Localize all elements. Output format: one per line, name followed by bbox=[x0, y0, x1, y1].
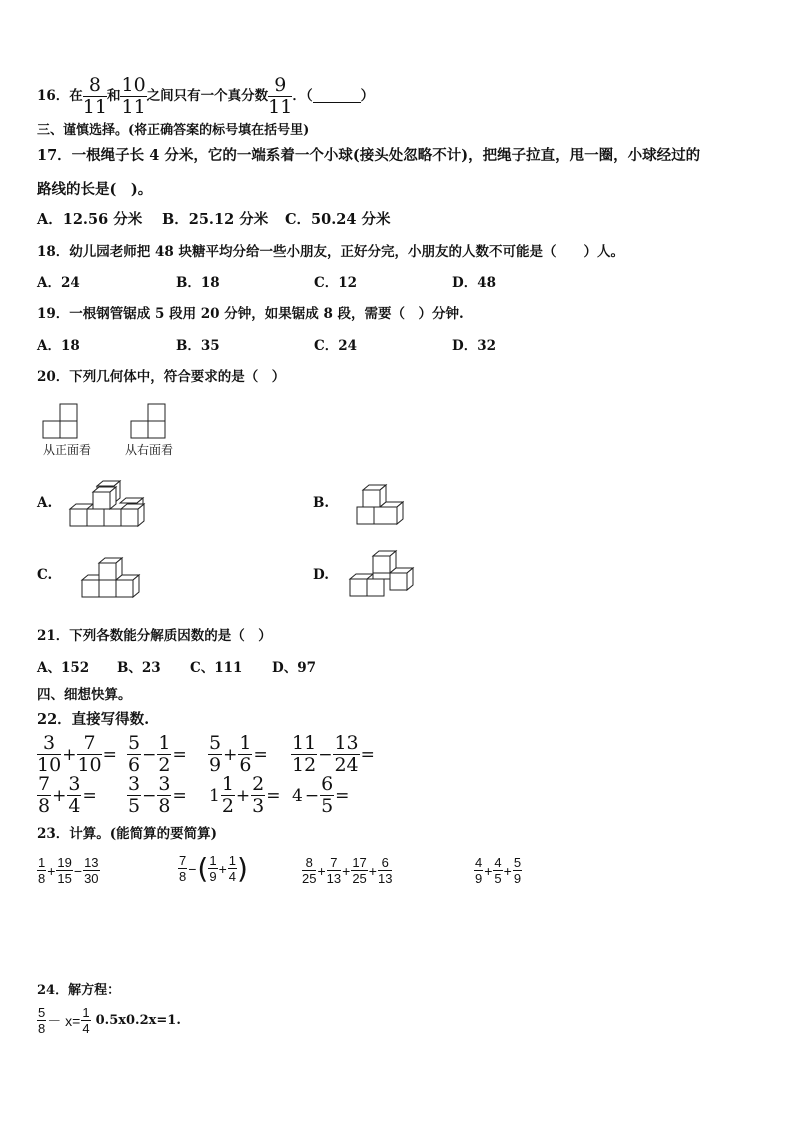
equations-24: $\frac{5}{8}$ － x= $\frac{1}{4}$ 0.5x0.2x=1. bbox=[38, 1005, 181, 1036]
option-d-figure[interactable] bbox=[346, 548, 418, 602]
calc-22-6: $\frac{3}{5}$ − $\frac{3}{8}$ = bbox=[128, 773, 187, 817]
question-23: 23．计算。(能简算的要简算) bbox=[37, 826, 218, 842]
calc-22-8: 4 − $\frac{6}{5}$ = bbox=[292, 773, 350, 817]
option-c[interactable]: C．24 bbox=[314, 338, 358, 354]
option-c[interactable]: C、111 bbox=[190, 660, 243, 676]
option-d[interactable]: D、97 bbox=[272, 660, 316, 676]
front-view-figure-extra bbox=[40, 400, 90, 440]
option-d-label[interactable]: D. bbox=[313, 567, 329, 583]
question-21: 21．下列各数能分解质因数的是（ ） bbox=[37, 628, 272, 644]
question-16: 16．在 $\frac{8}{11}$ 和 $\frac{10}{11}$ 之间只有一个真分数 $\frac{9}{11}$ ．（ ） bbox=[37, 74, 375, 118]
option-c-figure[interactable] bbox=[80, 555, 150, 603]
option-d[interactable]: D．32 bbox=[452, 338, 496, 354]
option-b-label[interactable]: B. bbox=[313, 495, 330, 511]
question-17-line2: 路线的长是( )。 bbox=[37, 181, 153, 198]
option-d[interactable]: D．48 bbox=[452, 275, 496, 291]
calc-22-1: $\frac{3}{10}$ + $\frac{7}{10}$ = bbox=[37, 732, 117, 776]
calc-22-7: 1 $\frac{1}{2}$ + $\frac{2}{3}$ = bbox=[209, 773, 281, 817]
question-19: 19．一根钢管锯成 5 段用 20 分钟，如果锯成 8 段，需要（ ）分钟. bbox=[37, 306, 464, 322]
question-22: 22．直接写得数. bbox=[37, 711, 150, 728]
option-b[interactable]: B、23 bbox=[117, 660, 161, 676]
calc-22-2: $\frac{5}{6}$ − $\frac{1}{2}$ = bbox=[128, 732, 187, 776]
option-a[interactable]: A．12.56 分米 bbox=[37, 211, 143, 228]
option-c-label[interactable]: C. bbox=[37, 567, 53, 583]
section-3-heading: 三、谨慎选择。(将正确答案的标号填在括号里) bbox=[37, 123, 310, 138]
calc-22-3: $\frac{5}{9}$ + $\frac{1}{6}$ = bbox=[209, 732, 268, 776]
right-view-figure bbox=[128, 400, 173, 440]
calc-23-3: $\frac{8}{25}$ + $\frac{7}{13}$ + $\frac{17}{25}$ + $\frac{6}{13}$ bbox=[302, 855, 393, 886]
option-b[interactable]: B．35 bbox=[176, 338, 220, 354]
option-a[interactable]: A、152 bbox=[37, 660, 90, 676]
calc-22-4: $\frac{11}{12}$ − $\frac{13}{24}$ = bbox=[292, 732, 375, 776]
option-a-label[interactable]: A. bbox=[37, 495, 53, 511]
option-c[interactable]: C．12 bbox=[314, 275, 358, 291]
option-c[interactable]: C．50.24 分米 bbox=[285, 211, 391, 228]
fraction: $\frac{9}{11}$ bbox=[268, 74, 293, 118]
option-b[interactable]: B．25.12 分米 bbox=[162, 211, 269, 228]
option-b-figure[interactable] bbox=[352, 480, 404, 528]
front-view-caption: 从正面看 bbox=[43, 443, 92, 457]
calc-23-4: $\frac{4}{9}$ + $\frac{4}{5}$ + $\frac{5}{9}$ bbox=[475, 855, 522, 886]
fraction: $\frac{8}{11}$ bbox=[82, 74, 107, 118]
question-24: 24．解方程： bbox=[37, 983, 121, 998]
option-a-figure[interactable] bbox=[64, 480, 156, 530]
option-a[interactable]: A．24 bbox=[37, 275, 80, 291]
fraction: $\frac{10}{11}$ bbox=[121, 74, 146, 118]
calc-22-5: $\frac{7}{8}$ + $\frac{3}{4}$ = bbox=[38, 773, 97, 817]
question-17-line1: 17．一根绳子长 4 分米，它的一端系着一个小球(接头处忽略不计)，把绳子拉直，甩一圈，小球经过的 bbox=[37, 147, 701, 164]
option-a[interactable]: A．18 bbox=[37, 338, 80, 354]
option-b[interactable]: B．18 bbox=[176, 275, 220, 291]
answer-blank[interactable] bbox=[313, 90, 361, 103]
question-20: 20．下列几何体中，符合要求的是（ ） bbox=[37, 369, 286, 385]
question-18: 18．幼儿园老师把 48 块糖平均分给一些小朋友，正好分完，小朋友的人数不可能是（ ）人。 bbox=[37, 244, 624, 260]
calc-23-1: $\frac{1}{8}$ + $\frac{19}{15}$ − $\frac{13}{30}$ bbox=[38, 855, 99, 886]
section-4-heading: 四、细想快算。 bbox=[37, 687, 132, 703]
right-view-caption: 从右面看 bbox=[125, 443, 174, 457]
calc-23-2: $\frac{7}{8}$ −( $\frac{1}{9}$ + $\frac{1}{4}$ ) bbox=[179, 852, 248, 885]
